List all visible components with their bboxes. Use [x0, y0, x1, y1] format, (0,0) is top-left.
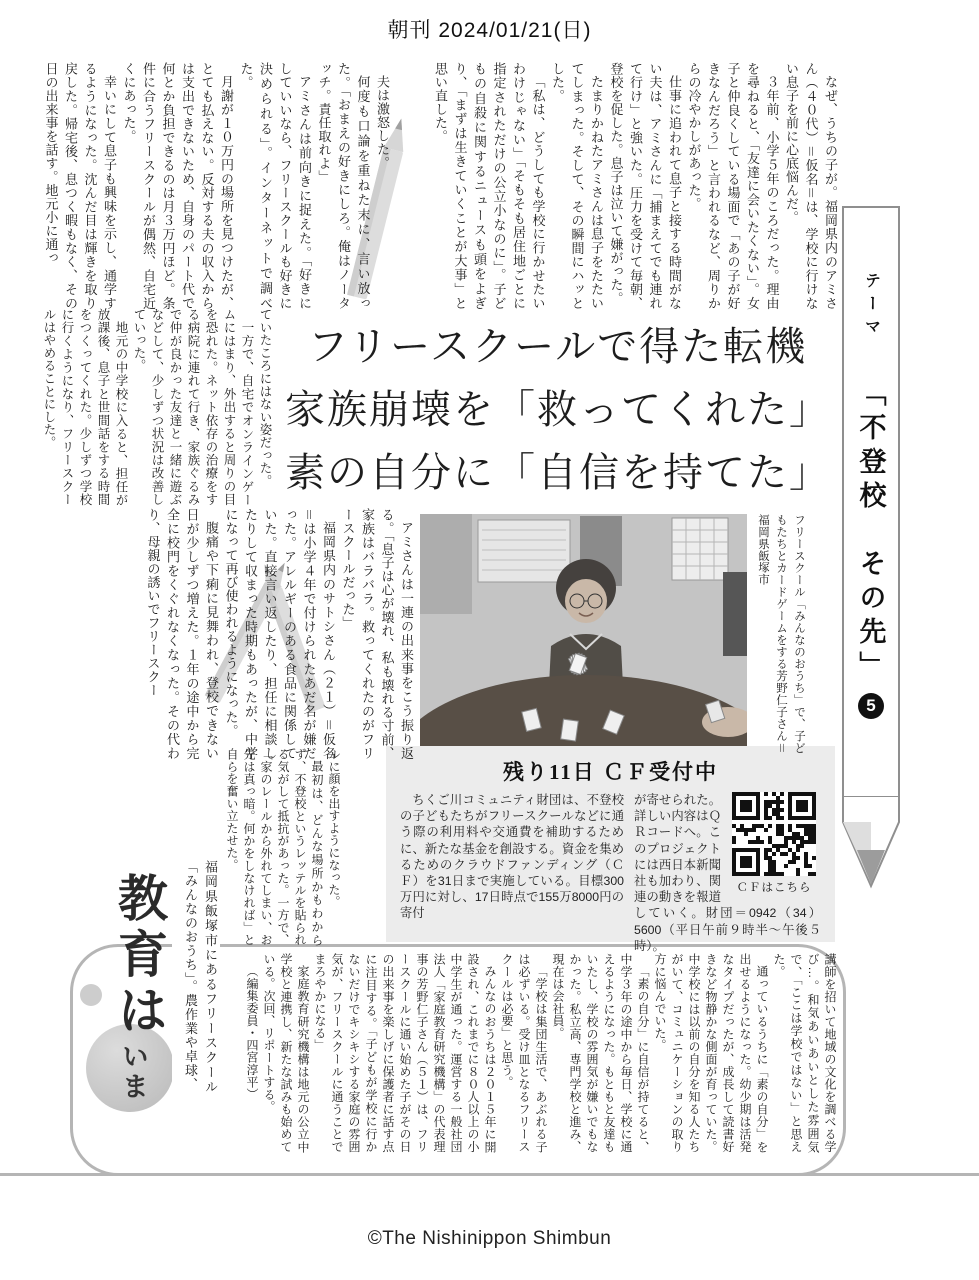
paragraph: ルに顔を出すようになった。 [327, 748, 341, 908]
paragraph: 「私は、どうしても学校に行かせたいわけじゃない」「そもそも居住地ごとに指定されただけの公立小なのに」。子どもの自殺に関するニュースも頭をよぎり、「まずは生きていくことが大事」と思い直した。 [433, 62, 546, 310]
caption-text: フリースクール「みんなのおうち」で、子どもたちとカードゲームをする芳野仁子さん＝福岡県飯塚市 [757, 514, 805, 754]
paragraph: ちくご川コミュニティ財団は、不登校の子どもたちがフリースクールなどに通う際の利用料や交通費を補助するために、新たな基金を創設する。資金を集めるためのクラウドファンディング（ＣＦ）を31日まで実施している。目標300万円に対し、17日時点で155万8000円の寄付 [400, 793, 624, 921]
theme-ribbon [842, 206, 900, 798]
theme-title: 「不登校 その先」 [855, 379, 886, 685]
paragraph: 福岡県内のサトシさん（２１）＝仮名＝は小学４年で付けられたあだ名が嫌だった。アレルギーのある食品に関係していた。直接言い返したり、担任に相談したりして収まった時期もあったが、中学になって再び使われるようになった。 [223, 508, 336, 760]
copyright-credit: ©The Nishinippon Shimbun [367, 1228, 612, 1249]
crowdfunding-title: 残り11日 ＣＦ受付中 [502, 760, 719, 784]
article-column-block-3 [36, 308, 274, 506]
article-column-block-4 [102, 508, 416, 760]
paragraph: ていたころにはない姿だった。 [258, 308, 272, 488]
paragraph: 最初は、どんな場所かもわからず、不登校というレッテルを貼られる気がして抵抗があった。一方で、「家のレールから外れてしまい、お先は真っ暗。何かをしなければ」と自らを奮い立たせた。 [225, 748, 324, 946]
logo-dot-circle [80, 984, 102, 1006]
paragraph: アミさんは前向きに捉えた。「好きにしていいなら、フリースクールも好きに決められる」。インターネットで調べた。 [238, 62, 312, 310]
paragraph: 「学校は集団生活で、あぶれる子は必ずいる。受け皿となるフリースクールは必要」と思う。 [500, 953, 548, 1153]
series-number-badge: 5 [858, 693, 884, 719]
series-logo-main: 教育は [111, 872, 167, 1040]
paragraph: 「素の自分」に自信が持てると、中学３年の途中から毎日、学校に通えるようになった。もともと友達もいたし、学校の雰囲気が嫌いでもなかった。私立高、専門学校と進み、現在は会社員。 [551, 953, 650, 1153]
paragraph: 腹痛や下痢に見舞われ、登校できない日が少しずつ増えた。１年の途中から完全に校門をくぐれなくなった。その代わり、母親の誘いでフリースクー [145, 508, 219, 760]
article-column-block-2 [30, 62, 392, 310]
paragraph: 夫は激怒した。 [375, 75, 390, 170]
paragraph: 仕事に追われて息子と接する時間がない夫は、アミさんに「捕まえてでも連れて行け」と強いた。圧力を受けて毎朝、登校を促した。息子は泣いて嫌がった。 [608, 62, 682, 310]
paragraph: たまりかねたアミさんは息子をたたいてしまった。そして、その瞬間にハッとした。 [550, 62, 604, 310]
paragraph: 通っているうちに「素の自分」を出せるようになった。幼少期は活発なタイプだったが、成長して読書好きなど物静かな側面が育っていた。中学校には以前の自分を知る人たちがいて、コミュニケーションの取り方に悩んでいた。 [653, 953, 769, 1153]
paragraph: 地元の中学校に入ると、担任が放課後、息子と世間話をする時間をつくってくれた。少しずつ学校に行くようになり、フリースクールはやめることにした。 [42, 308, 128, 506]
qr-code-icon [732, 792, 816, 876]
paragraph: が寄せられた。詳しい内容はＱＲコードへ。このプロジェクトには西日本新聞社も加わり、関連の動きを報道していく。財団＝0942（34）5600（平日午前９時半～午後５時）。 [634, 793, 821, 953]
paragraph: ３年前、小学５年のころだった。理由を尋ねると、「友達に会いたくない」。女子と仲良くしている場面で「あの子が好きなんだろう」と言われるなど、周りからの冷やかしがあった。 [686, 62, 780, 310]
paragraph: みんなのおうちは２０１５年に開設され、これまでに８０人以上の小中学生が通った。運営する一般社団法人「家庭教育研究機構」の代表理事の芳野仁子さん（５１）は、フリースクールに通い始めた子がその日の出来事を楽しげに保護者に話す点に注目する。「子どもが学校に行かないだけでキシキシする家庭の雰囲気が、フリースクールに通うことでまろやかになる」 [313, 953, 497, 1153]
crowdfunding-text-left [400, 792, 624, 954]
series-logo-sub: いま [118, 1042, 148, 1102]
headline-line-3: 素の自分に「自信を持てた」 [285, 450, 831, 495]
qr-caption: ＣＦはこちら [736, 882, 812, 894]
photo-illustration [420, 514, 747, 746]
crowdfunding-box [386, 746, 835, 953]
paragraph: 月謝が１０万円の場所を見つけたが、とても払えない。反対する夫の収入からは支出できないため、自身のパート代で何とか負担できるのは月３万円ほど。条件に合うフリースクールが偶然、自宅近くにあった。 [121, 62, 234, 310]
headline-line-2: 家族崩壊を「救ってくれた」 [285, 387, 831, 432]
headline-line-1: フリースクールで得た転機 [307, 324, 808, 369]
crowdfunding-text-right [634, 792, 821, 954]
photo-caption [750, 514, 808, 754]
paragraph: 福岡県飯塚市にあるフリースクール「みんなのおうち」。農作業や卓球、 [183, 860, 218, 1094]
series-logo [80, 872, 175, 1154]
ribbon-tip [842, 796, 900, 890]
paragraph: アミさんは一連の出来事をこう振り返る。「息子は心が壊れ、私も壊れる寸前、家族はバラバラ。救ってくれたのがフリースクールだった」 [340, 508, 414, 760]
paragraph: なぜ、うちの子が。福岡県内のアミさん（４０代）＝仮名＝は、学校に行けない息子を前に心底悩んだ。 [784, 62, 838, 310]
bottom-divider-rule [0, 1173, 979, 1176]
byline: （編集委員・四宮淳平） [245, 965, 259, 1101]
edition-date: 朝刊 2024/01/21(日) [387, 19, 592, 42]
qr-block [727, 792, 821, 896]
article-column-block-1 [393, 62, 840, 310]
article-column-block-5 [224, 748, 342, 946]
theme-label: テーマ [862, 272, 880, 341]
article-column-block-6 [172, 860, 220, 1094]
main-headline [285, 315, 830, 504]
paragraph: 幸いにして息子も興味を示し、通学するようになった。沈んだ目は輝きを取り戻した。帰宅後、息つく暇もなく、その日の出来事を話す。地元小に通っ [43, 62, 117, 310]
paragraph: 家庭教育研究機構は地元の公立中学校と連携し、新たな試みも始めている。次回、リポートする。 [262, 953, 310, 1153]
article-photo [420, 514, 747, 746]
paragraph: 何度も口論を重ねた末に、言い放った。「おまえの好きにしろ。俺はノータッチ。責任取れよ」 [316, 62, 371, 310]
paragraph: 講師を招いて地域の文化を調べる学び…。和気あいあいとした雰囲気で、「ここは学校ではない」と思えた。 [772, 953, 837, 1153]
article-column-block-7 [240, 953, 838, 1153]
paragraph: 一方で、自宅でオンラインゲームにはまり、外出すると周りの目を恐れた。ネット依存の治療をする病院に連れて行き、家族ぐるみで仲が良かった友達と一緒に遊ぶなどして、少しずつ状況は改善していった。 [132, 308, 254, 506]
